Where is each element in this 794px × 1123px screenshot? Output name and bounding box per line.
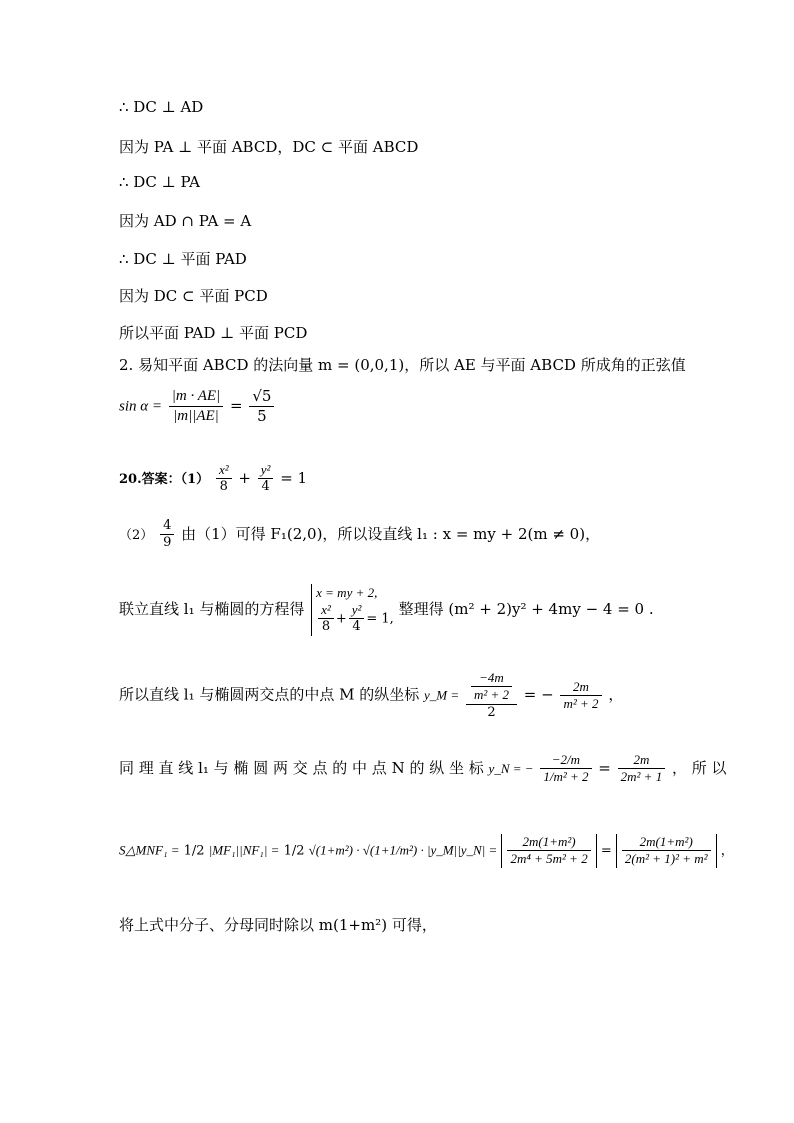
yn-result-fraction: [618, 752, 666, 786]
area-abs-1-num: 2m(1+m²): [507, 834, 590, 851]
area-part-2: √(1+m²) · √(1+1/m²) · |y_M||y_N| =: [308, 842, 498, 858]
ellipse-x-denominator: 8: [219, 479, 228, 495]
ellipse-rhs: = 1: [280, 468, 308, 487]
ym-result-fraction: [560, 679, 601, 713]
ellipse-term-y: [258, 462, 274, 496]
area-abs-2-num: 2m(1+m²): [622, 834, 711, 851]
system-frac-y-den: 4: [352, 619, 361, 635]
area-abs-1-fraction: [507, 834, 590, 868]
system-prefix: 联立直线 l₁ 与椭圆的方程得: [119, 599, 305, 618]
yn-compound-den: 1/m² + 2: [543, 769, 589, 785]
sin-equals: =: [229, 396, 243, 415]
system-row-2: $\frac{\text{x²}}{8}$ + $\frac{\text{y²}}{4}$ = 1,: [316, 602, 394, 636]
area-abs-2: [616, 834, 717, 868]
part2-text: 由（1）可得 F₁(2,0)，所以设直线 l₁ : x = my + 2(m ≠ 0)，: [181, 524, 601, 543]
line-1: ∴ DC ⊥ AD: [119, 98, 204, 116]
ym-inner-fraction: [471, 670, 512, 704]
system-frac-x-den: 8: [321, 619, 331, 635]
ellipse-term-x: [216, 462, 232, 496]
answer-20-label: 20.答案：（1）: [119, 471, 210, 487]
area-half-2: 1/2: [283, 843, 305, 859]
system-brace: [311, 584, 394, 636]
line-3: ∴ DC ⊥ PA: [119, 173, 201, 191]
system-line: [119, 584, 654, 636]
sin-lhs: sin α =: [119, 398, 163, 415]
area-abs-2-fraction: [622, 834, 711, 868]
yn-suffix: ， 所 以: [671, 758, 727, 777]
final-line: 将上式中分子、分母同时除以 m(1+m²) 可得，: [119, 916, 437, 934]
yn-prefix: 同 理 直 线 l₁ 与 椭 圆 两 交 点 的 中 点 N 的 纵 坐 标: [119, 758, 484, 777]
area-equals: =: [600, 843, 612, 859]
yn-compound-num: −2/m: [540, 752, 591, 769]
area-part-1: |MF₁||NF₁| =: [208, 842, 280, 858]
ym-inner-den: m² + 2: [473, 687, 509, 703]
area-abs-2-den: 2(m² + 1)² + m²: [624, 851, 708, 867]
line-6: 因为 DC ⊂ 平面 PCD: [119, 287, 268, 305]
ym-compound-numerator: [466, 670, 517, 705]
sin-fraction: [169, 387, 223, 426]
ym-inner-num: −4m: [471, 670, 512, 687]
ym-compound-fraction: [466, 670, 517, 721]
area-lhs: S△MNF₁ =: [119, 842, 180, 858]
system-frac-y-num: y²: [349, 602, 365, 619]
sin-denominator: |m||AE|: [173, 407, 219, 424]
sin-numerator: |m · AE|: [169, 387, 223, 407]
ym-lhs: y_M =: [424, 687, 460, 703]
system-frac-x: [318, 602, 334, 636]
ellipse-x-numerator: x²: [216, 462, 232, 479]
line-4: 因为 AD ∩ PA = A: [119, 212, 252, 230]
answer-20-part2: [119, 518, 600, 552]
ym-outer-den: 2: [487, 704, 496, 720]
line-2: 因为 PA ⊥ 平面 ABCD，DC ⊂ 平面 ABCD: [119, 138, 419, 156]
line-7: 所以平面 PAD ⊥ 平面 PCD: [119, 324, 308, 342]
yn-compound-fraction: [540, 752, 591, 786]
ym-result-den: m² + 2: [563, 695, 599, 711]
ellipse-y-numerator: y²: [258, 462, 274, 479]
part2-answer-fraction: [160, 518, 174, 552]
system-row2-rhs: = 1,: [366, 611, 394, 627]
yn-lhs: y_N = −: [488, 760, 534, 776]
area-line: [119, 834, 734, 868]
ym-end: ，: [608, 685, 624, 704]
ellipse-y-denominator: 4: [261, 479, 270, 495]
yn-result-den: 2m² + 1: [620, 769, 663, 785]
system-row-1: x = my + 2,: [316, 585, 378, 600]
system-frac-y: [349, 602, 365, 636]
sin-result-denominator: 5: [257, 406, 267, 425]
part2-answer-numerator: 4: [160, 518, 174, 535]
ym-equals: = −: [523, 685, 554, 704]
sin-formula: [119, 387, 276, 426]
yn-line: [119, 752, 727, 786]
part2-label: （2）: [119, 527, 154, 543]
ym-line: [119, 670, 623, 721]
system-suffix: 整理得 (m² + 2)y² + 4my − 4 = 0 .: [398, 599, 654, 618]
area-abs-1-den: 2m⁴ + 5m² + 2: [510, 851, 588, 867]
yn-result-num: 2m: [618, 752, 666, 769]
ellipse-plus: +: [238, 468, 251, 487]
area-abs-1: [501, 834, 596, 868]
system-frac-x-num: x²: [318, 602, 334, 619]
answer-20-part1: [119, 462, 307, 496]
area-half-1: 1/2: [183, 843, 205, 859]
part2-answer-denominator: 9: [163, 535, 172, 551]
area-end: ，: [720, 843, 734, 859]
yn-equals: =: [598, 758, 611, 777]
ym-result-num: 2m: [560, 679, 601, 696]
ym-prefix: 所以直线 l₁ 与椭圆两交点的中点 M 的纵坐标: [119, 685, 420, 704]
line-5: ∴ DC ⊥ 平面 PAD: [119, 250, 247, 268]
sin-result-numerator: √5: [249, 387, 274, 407]
line-8: 2. 易知平面 ABCD 的法向量 m = (0,0,1)，所以 AE 与平面 ABCD 所成角的正弦值: [119, 356, 686, 374]
sin-result-fraction: [249, 387, 274, 426]
